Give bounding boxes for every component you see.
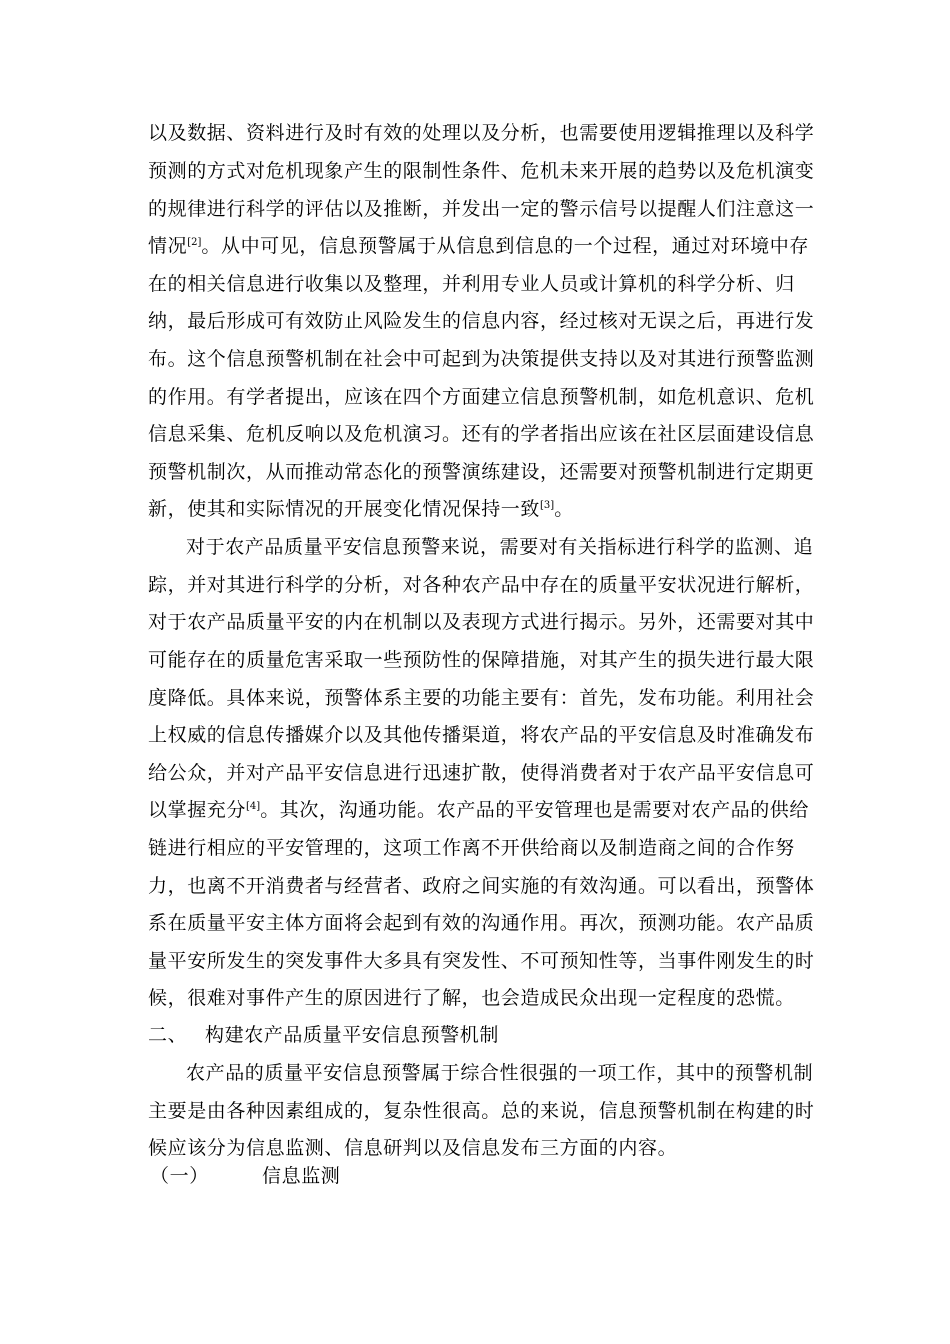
paragraph-line: 纳，最后形成可有效防止风险发生的信息内容，经过核对无误之后，再进行发 bbox=[148, 310, 815, 332]
section-title: 构建农产品质量平安信息预警机制 bbox=[205, 1024, 500, 1046]
paragraph-line: 力，也离不开消费者与经营者、政府之间实施的有效沟通。可以看出，预警体 bbox=[148, 875, 815, 897]
paragraph-line: 预测的方式对危机现象产生的限制性条件、危机未来开展的趋势以及危机演变 bbox=[148, 160, 815, 182]
subsection-title: 信息监测 bbox=[262, 1165, 341, 1187]
paragraph-line: 农产品的质量平安信息预警属于综合性很强的一项工作，其中的预警机制 bbox=[186, 1062, 814, 1084]
paragraph-line: 布。这个信息预警机制在社会中可起到为决策提供支持以及对其进行预警监测 bbox=[148, 348, 815, 370]
paragraph-line: 主要是由各种因素组成的，复杂性很高。总的来说，信息预警机制在构建的时 bbox=[148, 1100, 815, 1122]
paragraph-line: 的规律进行科学的评估以及推断，并发出一定的警示信号以提醒人们注意这一 bbox=[148, 198, 815, 220]
section-heading bbox=[0, 1020, 950, 1050]
citation-ref: [3] bbox=[540, 500, 555, 511]
paragraph-line: 情况[2]。从中可见，信息预警属于从信息到信息的一个过程，通过对环境中存 bbox=[148, 235, 809, 257]
subsection-heading bbox=[0, 1161, 950, 1191]
paragraph-line: 量平安所发生的突发事件大多具有突发性、不可预知性等，当事件刚发生的时 bbox=[148, 950, 815, 972]
paragraph-line: 上权威的信息传播媒介以及其他传播渠道，将农产品的平安信息及时准确发布 bbox=[148, 724, 815, 746]
paragraph-line: 可能存在的质量危害采取一些预防性的保障措施，对其产生的损失进行最大限 bbox=[148, 649, 815, 671]
paragraph-line: 候，很难对事件产生的原因进行了解，也会造成民众出现一定程度的恐慌。 bbox=[148, 987, 795, 1009]
paragraph-line: 信息采集、危机反响以及危机演习。还有的学者指出应该在社区层面建设信息 bbox=[148, 423, 815, 445]
paragraph-line: 候应该分为信息监测、信息研判以及信息发布三方面的内容。 bbox=[148, 1137, 678, 1159]
paragraph-line: 新，使其和实际情况的开展变化情况保持一致[3]。 bbox=[148, 498, 574, 520]
section-number: 二、 bbox=[148, 1024, 188, 1046]
paragraph-line: 对于农产品质量平安的内在机制以及表现方式进行揭示。另外，还需要对其中 bbox=[148, 611, 815, 633]
paragraph-line: 以及数据、资料进行及时有效的处理以及分析，也需要使用逻辑推理以及科学 bbox=[148, 122, 815, 144]
paragraph-line: 给公众，并对产品平安信息进行迅速扩散，使得消费者对于农产品平安信息可 bbox=[148, 762, 815, 784]
paragraph-line: 的作用。有学者提出，应该在四个方面建立信息预警机制，如危机意识、危机 bbox=[148, 386, 815, 408]
paragraph-line: 预警机制次，从而推动常态化的预警演练建设，还需要对预警机制进行定期更 bbox=[148, 461, 815, 483]
paragraph-line: 度降低。具体来说，预警体系主要的功能主要有：首先，发布功能。利用社会 bbox=[148, 687, 815, 709]
paragraph-line: 系在质量平安主体方面将会起到有效的沟通作用。再次，预测功能。农产品质 bbox=[148, 912, 815, 934]
paragraph-line: 以掌握充分[4]。其次，沟通功能。农产品的平安管理也是需要对农产品的供给 bbox=[148, 799, 809, 821]
subsection-number: （一） bbox=[150, 1165, 209, 1187]
citation-ref: [2] bbox=[187, 237, 202, 248]
paragraph-line: 对于农产品质量平安信息预警来说，需要对有关指标进行科学的监测、追 bbox=[186, 536, 814, 558]
paragraph-line: 链进行相应的平安管理的，这项工作离不开供给商以及制造商之间的合作努 bbox=[148, 837, 795, 859]
paragraph-line: 踪，并对其进行科学的分析，对各种农产品中存在的质量平安状况进行解析， bbox=[148, 574, 815, 596]
citation-ref: [4] bbox=[246, 801, 261, 812]
paragraph-line: 在的相关信息进行收集以及整理，并利用专业人员或计算机的科学分析、归 bbox=[148, 273, 795, 295]
